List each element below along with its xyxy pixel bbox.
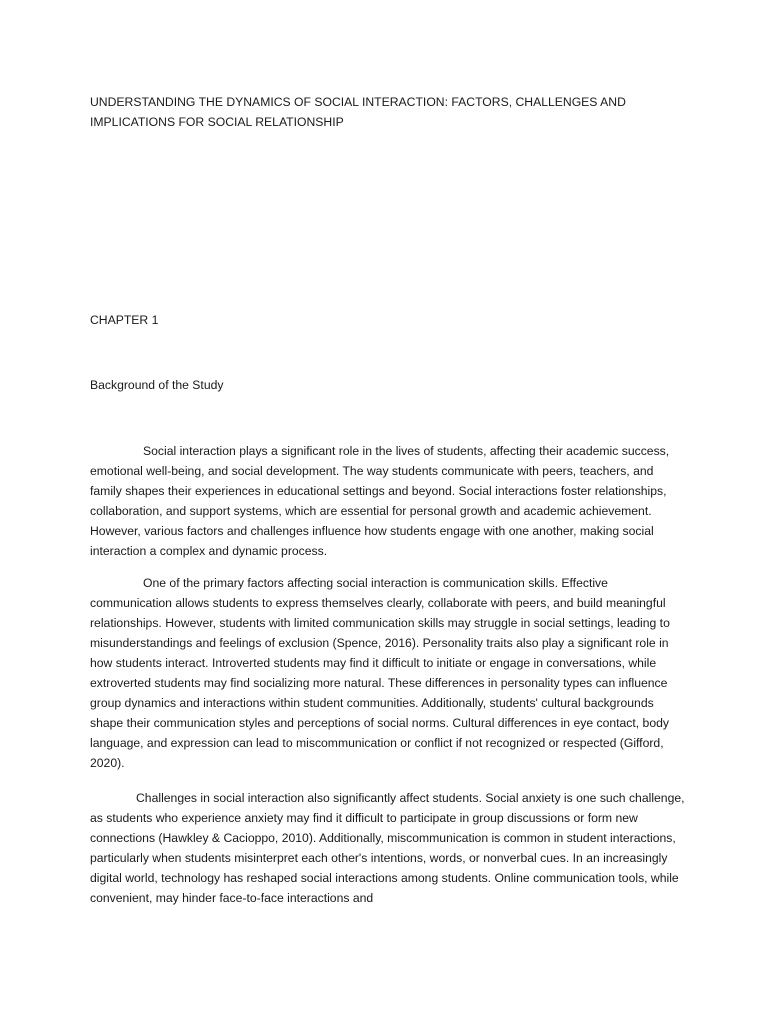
body-paragraph: Social interaction plays a significant role in the lives of students, affecting their academic success, emotional well-being, and social development. The way students communicate with peers, teachers, and family shapes their experiences in educational settings and beyond. Social interactions foster relationships, collaboration, and support systems, which are essential for personal growth and academic achievement. However, various factors and challenges influence how students engage with one another, making social interaction a complex and dynamic process. — [90, 444, 670, 558]
body-paragraph: One of the primary factors affecting social interaction is communication skills. Effective communication allows students to express themselves clearly, collaborate with peers, and build meaningful relationships. However, students with limited communication skills may struggle in social settings, leading to misunderstandings and feelings of exclusion (Spence, 2016). Personality traits also play a significant role in how students interact. Introverted students may find it difficult to initiate or engage in conversations, while extroverted students may find socializing more natural. These differences in personality types can influence group dynamics and interactions within student communities. Additionally, students' cultural backgrounds shape their communication styles and perceptions of social norms. Cultural differences in eye contact, body language, and expression can lead to miscommunication or conflict if not recognized or respected (Gifford, 2020). — [90, 576, 670, 770]
document-title: UNDERSTANDING THE DYNAMICS OF SOCIAL INTERACTION: FACTORS, CHALLENGES AND IMPLICATIONS FOR SOCIAL RELATIONSHIP — [90, 95, 626, 129]
body-paragraph: Challenges in social interaction also significantly affect students. Social anxiety is one such challenge, as students who experience anxiety may find it difficult to participate in group discussions or form new connections (Hawkley & Cacioppo, 2010). Additionally, miscommunication is common in student interactions, particularly when students misinterpret each other's intentions, words, or nonverbal cues. In an increasingly digital world, technology has reshaped social interactions among students. Online communication tools, while convenient, may hinder face-to-face interactions and — [90, 791, 685, 905]
section-heading: Background of the Study — [90, 378, 224, 392]
chapter-heading: CHAPTER 1 — [90, 313, 159, 327]
